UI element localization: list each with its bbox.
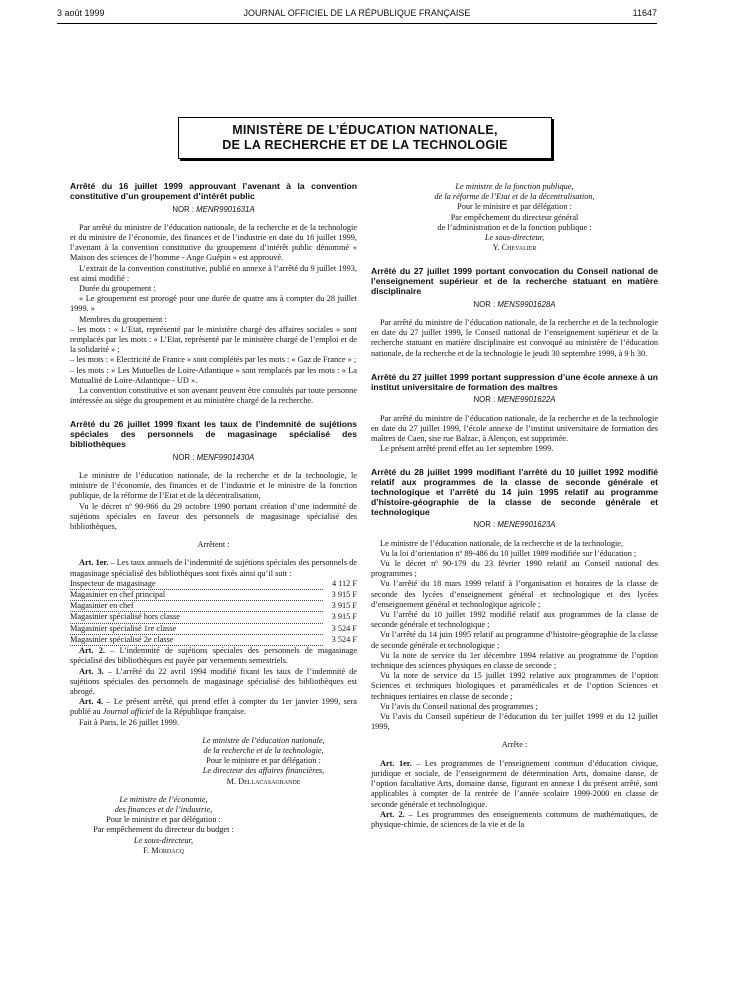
decree-5-para: Vu la note de service du 15 juillet 1992 relative aux programmes de l’option Sciences et techniques biologiques et paramédicales et de l’option Sciences et techniques tertiaires en classe de seconde ; [371, 671, 658, 701]
nor-code: MENR9901631A [196, 204, 255, 214]
decree-1-para: Par arrêté du ministre de l’éducation nationale, de la recherche et de la technologie et du ministre de l’économie, des finances et de l’industrie en date du 16 juillet 1999, l’avenant à la convention constitutive du groupement d’intérêt public dénommé « Maison des sciences de l’homme - Ange Guépin » est approuvé. [70, 222, 357, 263]
rate-label: Magasinier spécialisé hors classe [70, 612, 323, 623]
signature-block-2 [70, 795, 257, 856]
decree-2-article-3 [70, 667, 357, 698]
header-date: 3 août 1999 [57, 8, 105, 18]
header-journal-title: JOURNAL OFFICIEL DE LA RÉPUBLIQUE FRANÇAISE [243, 8, 471, 18]
rate-label: Magasinier spécialisé 2e classe [70, 634, 323, 645]
rate-label: Magasinier spécialisé 1re classe [70, 623, 323, 634]
decree-1-para: La convention constitutive et son avenant peuvent être consultés par toute personne intéressée au siège du groupement et au ministère chargé de la recherche. [70, 386, 357, 406]
rate-amount: 3 915 F [331, 590, 357, 600]
decree-1-para: « Le groupement est prorogé pour une durée de quatre ans à compter du 28 juillet 1999. » [70, 294, 357, 314]
signature-line: Pour le ministre et par délégation : [106, 815, 221, 825]
signature-line: Le ministre de l’éducation nationale, [202, 735, 325, 745]
decree-2-para: Le ministre de l’éducation nationale, de la recherche et de la technologie, le ministre de l’économie, des finances et de l’industrie et le ministre de la fonction publique, de la réforme de l’Etat et de la décentralisation, [70, 471, 357, 501]
signature-line: Pour le ministre et par délégation : [206, 756, 321, 766]
rate-amount: 3 524 F [331, 634, 357, 644]
signature-line: Le sous-directeur, [133, 835, 194, 845]
decree-1-para: L’extrait de la convention constitutive, publié en annexe à l’arrêté du 9 juillet 1993, est ainsi modifié : [70, 263, 357, 283]
header-rule [57, 23, 657, 24]
table-row [70, 590, 357, 601]
table-row [70, 601, 357, 612]
article-label: Art. 2. [380, 809, 405, 819]
nor-code: MENS9901628A [497, 299, 556, 309]
decree-5-para: Vu le décret nº 90-179 du 23 février 1990 relatif au Conseil national des programmes ; [371, 559, 658, 579]
signatory-name: F. Mordacq [143, 845, 184, 855]
signature-line: de la recherche et de la technologie, [203, 745, 324, 755]
decree-5-nor [371, 520, 658, 530]
decree-2-article-1 [70, 558, 357, 578]
rates-table [70, 579, 357, 646]
article-text: – Les programmes des enseignements communs de mathématiques, de physique-chimie, de sciences de la vie et de la [371, 809, 658, 829]
right-column [371, 182, 658, 830]
ministry-line-1: MINISTÈRE DE L’ÉDUCATION NATIONALE, [232, 123, 498, 137]
decree-3-para: Par arrêté du ministre de l’éducation nationale, de la recherche et de la technologie en date du 27 juillet 1999, le Conseil national de l’enseignement supérieur et de la recherche statuant en matière disciplinaire est convoqué au ministère de l’éducation nationale, de la recherche et de la technologie le jeudi 30 septembre 1999, à 9 h 30. [371, 318, 658, 358]
rate-amount: 3 915 F [331, 612, 357, 622]
nor-code: MENF9901430A [196, 452, 255, 462]
decree-4-title: Arrêté du 27 juillet 1999 portant suppression d’une école annexe à un institut universitaire de formation des maîtres [371, 371, 658, 392]
decree-1-list-item: – les mots : « Electricité de France » sont complétés par les mots : « Gaz de France » ; [70, 355, 357, 365]
nor-label: NOR : [473, 299, 496, 309]
article-label: Art. 3. [79, 666, 104, 676]
nor-label: NOR : [172, 204, 194, 214]
decree-4-para: Le présent arrêté prend effet au 1er septembre 1999. [380, 444, 554, 454]
decree-1-list-item: – les mots : « Les Mutuelles de Loire-Atlantique » sont remplacés par les mots : « La Mutualité de Loire-Atlantique - UD ». [70, 365, 357, 385]
decree-2-arretent: Arrêtent : [197, 540, 230, 550]
rate-label: Magasinier en chef [70, 601, 323, 612]
signature-line: Par empêchement du directeur général [450, 212, 579, 222]
signature-line: Le ministre de la fonction publique, [455, 182, 574, 191]
journal-name: Journal officiel [102, 707, 154, 717]
decree-5-para: Vu l’arrêté du 14 juin 1995 relatif au programme d’histoire-géographie de la classe de seconde générale et technologique ; [371, 630, 658, 650]
decree-1-nor [70, 205, 357, 215]
decree-1-title: Arrêté du 16 juillet 1999 approuvant l’avenant à la convention constitutive d’un groupement d’intérêt public [70, 181, 357, 201]
decree-5-para: Vu l’arrêté du 10 juillet 1992 modifié relatif aux programmes de la classe de seconde générale et technologique ; [371, 610, 658, 630]
decree-4-para: Par arrêté du ministre de l’éducation nationale, de la recherche et de la technologie en date du 27 juillet 1999, l’école annexe de l’institut universitaire de formation des maîtres de Caen, sise rue Balzac, à Alençon, est supprimée. [371, 413, 658, 444]
table-row [70, 634, 357, 645]
rate-amount: 3 524 F [331, 623, 357, 633]
decree-3-title: Arrêté du 27 juillet 1999 portant convocation du Conseil national de l’enseignement supérieur et de la recherche statuant en matière disciplinaire [371, 266, 658, 297]
table-row [70, 579, 357, 590]
decree-5-article-1 [371, 759, 658, 810]
page-header [57, 8, 657, 22]
signature-line: des finances et de l’industrie, [114, 804, 213, 814]
signature-line: Par empêchement du directeur du budget : [93, 825, 234, 835]
decree-2-article-2 [70, 646, 357, 666]
ministry-box [178, 117, 552, 159]
article-label: Art. 4. [79, 697, 104, 707]
decree-2-nor [70, 453, 357, 463]
ministry-line-2: DE LA RECHERCHE ET DE LA TECHNOLOGIE [222, 138, 508, 152]
rate-amount: 4 112 F [331, 579, 357, 589]
article-text: – L’indemnité de sujétions spéciales des personnels de magasinage spécialisé des bibliothèques est payée par versements semestriels. [70, 646, 358, 666]
decree-2-title: Arrêté du 26 juillet 1999 fixant les taux de l’indemnité de sujétions spéciales des personnels de magasinage spécialisé des bibliothèques [70, 419, 357, 450]
table-row [70, 623, 357, 634]
signature-line: de la réforme de l’Etat et de la décentralisation, [434, 192, 595, 202]
decree-4-nor [371, 395, 658, 405]
decree-5-para: Vu la note de service du 1er décembre 1994 relative au programme de l’option technique des sciences physiques en classe de seconde ; [371, 650, 658, 671]
signature-line: Le ministre de l’économie, [119, 794, 208, 804]
decree-2-para: Vu le décret nº 90-966 du 29 octobre 1990 portant création d’une indemnité de sujétions spéciales en faveur des personnels de magasinage spécialisé des bibliothèques, [70, 501, 357, 532]
article-text: de la République française. [153, 707, 247, 717]
signature-line: Le sous-directeur, [484, 233, 545, 243]
rate-label: Magasinier en chef principal [70, 590, 323, 601]
nor-label: NOR : [172, 452, 195, 462]
article-label: Art. 1er. [380, 758, 412, 768]
article-text: – Les programmes de l’enseignement commun d’éducation civique, juridique et sociale, de l’enseignement de détermination Arts, domaine danse, de l’option facultative Arts, domaine danse, figurant en annexe I du présent arrêté, sont applicables à compter de la rentrée de l’année scolaire 1999-2000 en classe de seconde générale et technologique. [371, 758, 658, 809]
article-text: – Le présent arrêté, qui prend effet à compter du 1er janvier 1999, sera publié au [70, 697, 357, 717]
left-column [70, 182, 357, 856]
nor-label: NOR : [473, 395, 496, 405]
article-text: – Les taux annuels de l’indemnité de sujétions spéciales des personnels de magasinage spécialisé des bibliothèques sont fixés ainsi qu’il suit : [70, 558, 357, 578]
nor-label: NOR : [473, 520, 496, 530]
table-row [70, 612, 357, 623]
decree-2-place-date: Fait à Paris, le 26 juillet 1999. [79, 717, 180, 727]
decree-5-arrete: Arrête : [501, 740, 528, 750]
rate-amount: 3 915 F [331, 601, 357, 611]
decree-1-list-item: – les mots : « L’Etat, représenté par le ministère chargé des affaires sociales » sont remplacés par les mots : « L’Etat, représenté par le ministère chargé de l’emploi et de la solidarité » ; [70, 324, 357, 355]
decree-1-para: Membres du groupement : [79, 314, 167, 324]
article-label: Art. 2. [79, 646, 105, 656]
article-text: – L’arrêté du 22 avril 1994 modifié fixant les taux de l’indemnité de sujétions spéciales des personnels de magasinage spécialisé des bibliothèques est abrogé. [70, 666, 357, 696]
decree-1-para: Durée du groupement : [79, 284, 156, 294]
signature-line: de l’administration et de la fonction publique : [437, 222, 592, 232]
decree-5-title: Arrêté du 28 juillet 1999 modifiant l’arrêté du 10 juillet 1992 modifié relatif aux programmes de la classe de seconde générale et technologique et l’arrêté du 14 juin 1995 relatif au programme d’histoire-géographie de la classe de seconde générale et technologique [371, 467, 658, 517]
decree-5-para: Vu l’avis du Conseil supérieur de l’éducation du 1er juillet 1999 et du 12 juillet 1999, [371, 712, 658, 732]
decree-5-para: Le ministre de l’éducation nationale, de la recherche et de la technologie, [380, 538, 624, 548]
nor-code: MENE9901622A [497, 395, 556, 405]
nor-code: MENE9901623A [497, 520, 556, 530]
signature-line: Le directeur des affaires financières, [202, 766, 325, 776]
article-label: Art. 1er. [79, 558, 109, 568]
decree-5-para: Vu l’arrêté du 18 mars 1999 relatif à l’organisation et horaires de la classe de seconde des lycées d’enseignement général et technologique et des lycées d’enseignement général et technologique agricole ; [371, 579, 658, 609]
decree-5-para: Vu l’avis du Conseil national des programmes ; [380, 701, 538, 711]
decree-5-para: Vu la loi d’orientation nº 89-486 du 10 juillet 1989 modifiée sur l’éducation ; [380, 548, 637, 558]
signatory-name: Y. Chevalier [492, 243, 537, 253]
header-page-number: 11647 [632, 8, 657, 18]
signature-block-1 [170, 736, 357, 787]
rate-label: Inspecteur de magasinage [70, 579, 323, 590]
decree-2-article-4 [70, 697, 357, 717]
signature-line: Pour le ministre et par délégation : [457, 202, 572, 212]
decree-5-article-2 [371, 810, 658, 830]
decree-3-nor [371, 300, 658, 310]
signatory-name: M. Dellacasagrande [226, 776, 301, 786]
signature-block-3 [371, 182, 658, 253]
